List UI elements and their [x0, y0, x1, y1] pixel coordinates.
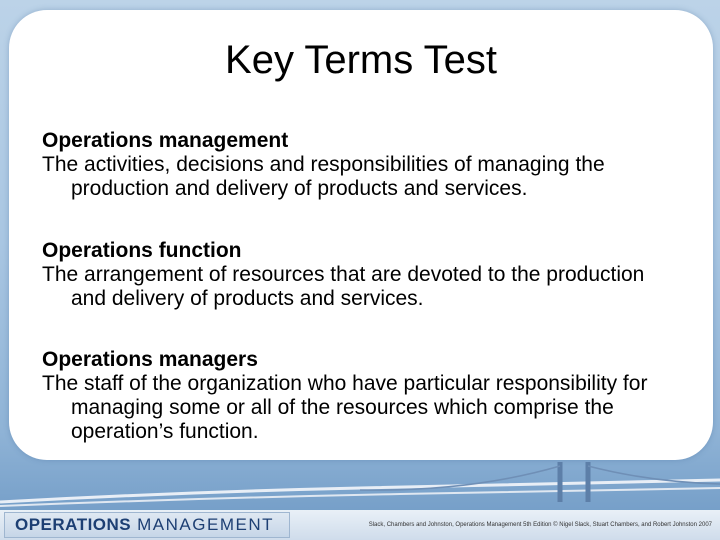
term-name: Operations management	[42, 129, 289, 152]
bridge-illustration	[0, 462, 720, 510]
term-name: Operations function	[42, 239, 242, 262]
term-definition: The staff of the organization who have particular responsibility for managing some or all of the resources which comprise the operation’s function.	[42, 372, 648, 443]
term-block-operations-function	[42, 239, 682, 311]
slide-content-panel	[9, 10, 713, 460]
term-definition: The arrangement of resources that are devoted to the production and delivery of products and services.	[42, 263, 645, 310]
logo-word-operations: OPERATIONS	[15, 515, 132, 534]
logo-word-management: MANAGEMENT	[137, 515, 274, 534]
term-name: Operations managers	[42, 348, 258, 371]
footer-bar	[0, 510, 720, 540]
copyright-credit: Slack, Chambers and Johnston, Operations Management 5th Edition © Nigel Slack, Stuart Chambers, and Robert Johnston 2007	[368, 522, 712, 528]
term-definition: The activities, decisions and responsibilities of managing the production and delivery of products and services.	[42, 153, 605, 200]
operations-management-logo	[4, 512, 290, 538]
slide-title: Key Terms Test	[225, 38, 497, 82]
term-block-operations-management	[42, 129, 682, 201]
term-block-operations-managers	[42, 348, 682, 444]
